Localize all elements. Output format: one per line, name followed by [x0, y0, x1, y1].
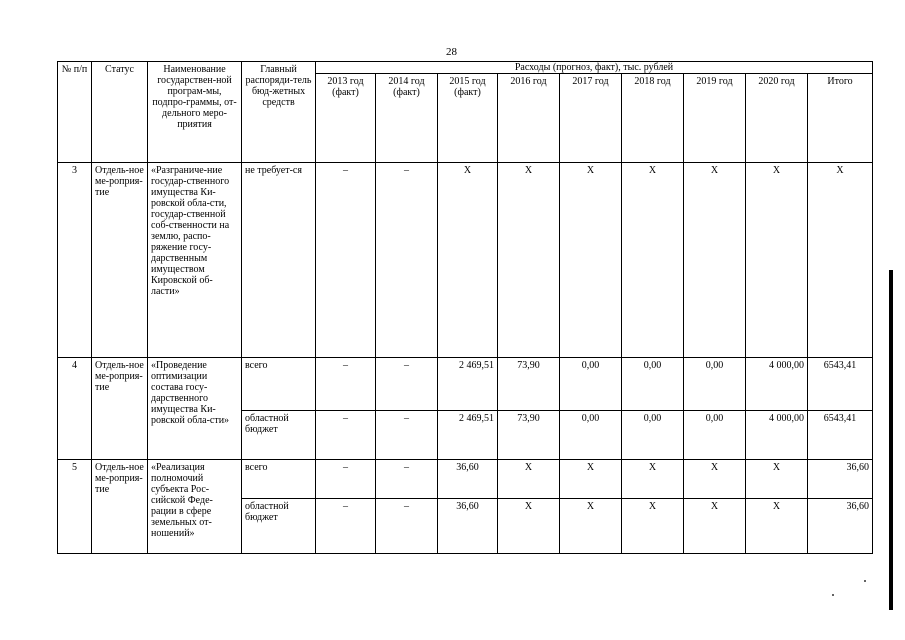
row-name: «Проведение оптимизации состава госу-дарственного имущества Ки-ровской обла-сти» [148, 358, 242, 460]
cell-value: 0,00 [684, 358, 746, 411]
cell-value: Х [622, 163, 684, 358]
header-year: 2014 год (факт) [376, 74, 438, 163]
row-number: 3 [58, 163, 92, 358]
cell-value: 2 469,51 [438, 411, 498, 460]
cell-value: 0,00 [622, 411, 684, 460]
header-manager: Главный распоряди-тель бюд-жетных средств [242, 62, 316, 163]
cell-value: – [316, 460, 376, 499]
cell-value: Х [498, 460, 560, 499]
cell-value: 73,90 [498, 411, 560, 460]
scan-edge-bar [889, 270, 893, 610]
header-year: 2013 год (факт) [316, 74, 376, 163]
scan-speck [832, 594, 834, 596]
cell-value: – [376, 411, 438, 460]
row-name: «Разграниче-ние государ-ственного имущества Ки-ровской обла-сти, государ-ственной соб-ственности на землю, распо-ряжение госу-дарственным имуществом Кировской об-ласти» [148, 163, 242, 358]
cell-value: 36,60 [438, 499, 498, 554]
cell-value: Х [684, 163, 746, 358]
header-year: 2016 год [498, 74, 560, 163]
cell-value: Х [746, 499, 808, 554]
cell-value: – [376, 163, 438, 358]
header-row-top [58, 62, 873, 74]
header-year: 2015 год (факт) [438, 74, 498, 163]
page-number: 28 [446, 46, 457, 58]
cell-value: 0,00 [560, 411, 622, 460]
header-status: Статус [92, 62, 148, 163]
cell-value: Х [438, 163, 498, 358]
cell-total: 36,60 [808, 499, 873, 554]
header-name: Наименование государствен-ной програм-мы, подпро-граммы, от-дельного меро-приятия [148, 62, 242, 163]
header-year: 2018 год [622, 74, 684, 163]
cell-total: 36,60 [808, 460, 873, 499]
cell-value: 0,00 [622, 358, 684, 411]
header-year: 2017 год [560, 74, 622, 163]
cell-value: – [316, 411, 376, 460]
cell-value: – [316, 499, 376, 554]
cell-value: Х [622, 460, 684, 499]
cell-value: 2 469,51 [438, 358, 498, 411]
header-expenses-group: Расходы (прогноз, факт), тыс. рублей [316, 62, 873, 74]
cell-value: Х [746, 460, 808, 499]
table-row [58, 358, 873, 411]
cell-total: Х [808, 163, 873, 358]
budget-table [57, 61, 873, 554]
cell-value: 4 000,00 [746, 358, 808, 411]
row-number: 5 [58, 460, 92, 554]
cell-value: Х [560, 163, 622, 358]
header-year: 2020 год [746, 74, 808, 163]
row-manager: областной бюджет [242, 411, 316, 460]
row-manager: не требует-ся [242, 163, 316, 358]
cell-value: Х [560, 499, 622, 554]
header-year: 2019 год [684, 74, 746, 163]
row-status: Отдель-ное ме-роприя-тие [92, 358, 148, 460]
cell-value: Х [746, 163, 808, 358]
cell-value: 0,00 [560, 358, 622, 411]
row-manager: всего [242, 460, 316, 499]
cell-value: Х [622, 499, 684, 554]
cell-value: – [376, 460, 438, 499]
row-name: «Реализация полномочий субъекта Рос-сийской Феде-рации в сфере земельных от-ношений» [148, 460, 242, 554]
row-status: Отдель-ное ме-роприя-тие [92, 163, 148, 358]
cell-value: – [376, 358, 438, 411]
cell-value: 36,60 [438, 460, 498, 499]
cell-value: Х [498, 499, 560, 554]
scan-speck [864, 580, 866, 582]
row-manager: всего [242, 358, 316, 411]
cell-value: Х [498, 163, 560, 358]
cell-value: Х [684, 460, 746, 499]
cell-value: 0,00 [684, 411, 746, 460]
cell-value: 4 000,00 [746, 411, 808, 460]
table-row [58, 163, 873, 358]
cell-value: 73,90 [498, 358, 560, 411]
header-total: Итого [808, 74, 873, 163]
cell-value: Х [560, 460, 622, 499]
cell-value: Х [684, 499, 746, 554]
cell-value: – [316, 163, 376, 358]
row-manager: областной бюджет [242, 499, 316, 554]
cell-value: – [376, 499, 438, 554]
cell-total: 6543,41 [808, 411, 873, 460]
row-status: Отдель-ное ме-роприя-тие [92, 460, 148, 554]
header-no: № п/п [58, 62, 92, 163]
row-number: 4 [58, 358, 92, 460]
table-row [58, 460, 873, 499]
cell-value: – [316, 358, 376, 411]
cell-total: 6543,41 [808, 358, 873, 411]
